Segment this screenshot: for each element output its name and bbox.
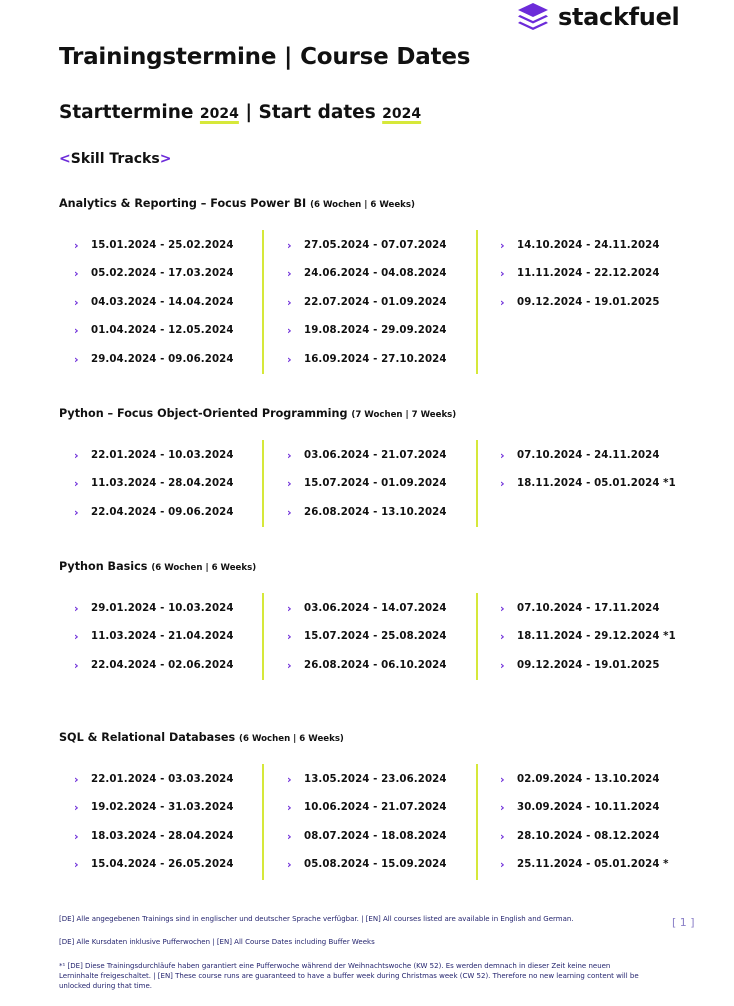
section-name: Analytics & Reporting – Focus Power BI (59, 197, 311, 210)
section-duration: (6 Wochen | 6 Weeks) (151, 563, 257, 573)
date-item (287, 601, 447, 615)
column-divider (262, 764, 264, 880)
date-range: 10.06.2024 - 21.07.2024 (304, 802, 447, 814)
footnote-buffer-weeks: [DE] Alle Kursdaten inklusive Pufferwochen | [EN] All Course Dates including Buffer Weeks (59, 938, 375, 946)
chevron-right-icon: › (287, 630, 292, 644)
date-range: 13.05.2024 - 23.06.2024 (304, 773, 447, 785)
date-range: 22.04.2024 - 02.06.2024 (91, 659, 234, 671)
chevron-right-icon: › (287, 658, 292, 672)
date-range: 22.01.2024 - 10.03.2024 (91, 449, 234, 461)
date-range: 27.05.2024 - 07.07.2024 (304, 239, 447, 251)
date-range: 18.03.2024 - 28.04.2024 (91, 830, 234, 842)
date-item (500, 658, 660, 672)
subtitle-year2: 2024 (382, 106, 422, 122)
date-range: 07.10.2024 - 17.11.2024 (517, 602, 660, 614)
date-item (500, 829, 660, 843)
date-range: 19.02.2024 - 31.03.2024 (91, 802, 234, 814)
date-item (500, 630, 676, 644)
date-item (74, 630, 234, 644)
chevron-right-icon: › (74, 505, 79, 519)
date-item (287, 801, 447, 815)
tracks-close-bracket: > (159, 151, 172, 167)
section-name: Python Basics (59, 560, 152, 573)
date-range: 08.07.2024 - 18.08.2024 (304, 830, 447, 842)
chevron-right-icon: › (74, 772, 79, 786)
chevron-right-icon: › (287, 352, 292, 366)
date-range: 22.04.2024 - 09.06.2024 (91, 506, 234, 518)
date-item (287, 448, 447, 462)
column-divider (476, 230, 478, 374)
date-range: 11.03.2024 - 28.04.2024 (91, 478, 234, 490)
date-item (74, 601, 234, 615)
column-divider (476, 593, 478, 680)
date-range: 18.11.2024 - 29.12.2024 *1 (517, 631, 676, 643)
date-item (74, 858, 234, 872)
date-item (287, 324, 447, 338)
date-range: 19.08.2024 - 29.09.2024 (304, 325, 447, 337)
section-duration: (7 Wochen | 7 Weeks) (351, 410, 457, 420)
column-divider (262, 593, 264, 680)
date-range: 05.08.2024 - 15.09.2024 (304, 859, 447, 871)
column-divider (476, 764, 478, 880)
date-item (74, 477, 234, 491)
date-item (287, 829, 447, 843)
date-range: 03.06.2024 - 14.07.2024 (304, 602, 447, 614)
footnote-christmas (59, 961, 639, 991)
date-item (500, 238, 660, 252)
date-item (74, 324, 234, 338)
date-range: 05.02.2024 - 17.03.2024 (91, 268, 234, 280)
chevron-right-icon: › (74, 324, 79, 338)
date-range: 24.06.2024 - 04.08.2024 (304, 268, 447, 280)
section-name: Python – Focus Object-Oriented Programming (59, 407, 352, 420)
skill-tracks-heading (59, 151, 171, 167)
date-item (287, 477, 447, 491)
chevron-right-icon: › (74, 448, 79, 462)
chevron-right-icon: › (500, 658, 505, 672)
chevron-right-icon: › (74, 477, 79, 491)
date-range: 16.09.2024 - 27.10.2024 (304, 353, 447, 365)
section-duration: (6 Wochen | 6 Weeks) (239, 734, 344, 744)
chevron-right-icon: › (500, 477, 505, 491)
brand-logo (516, 2, 679, 32)
brand-name: stackfuel (558, 3, 680, 31)
layers-icon (516, 2, 550, 32)
date-range: 29.04.2024 - 09.06.2024 (91, 353, 234, 365)
chevron-right-icon: › (287, 858, 292, 872)
section-heading (59, 560, 256, 573)
date-item (74, 295, 234, 309)
chevron-right-icon: › (74, 829, 79, 843)
date-item (287, 352, 447, 366)
chevron-right-icon: › (287, 829, 292, 843)
date-range: 26.08.2024 - 13.10.2024 (304, 506, 447, 518)
date-range: 07.10.2024 - 24.11.2024 (517, 449, 660, 461)
section-heading (59, 197, 415, 210)
date-range: 11.03.2024 - 21.04.2024 (91, 631, 234, 643)
subtitle-part2: Start dates (258, 102, 383, 123)
date-range: 25.11.2024 - 05.01.2024 * (517, 859, 669, 871)
date-item (500, 448, 660, 462)
date-range: 01.04.2024 - 12.05.2024 (91, 325, 234, 337)
column-divider (262, 230, 264, 374)
chevron-right-icon: › (500, 630, 505, 644)
page-title: Trainingstermine | Course Dates (59, 44, 471, 70)
date-range: 18.11.2024 - 05.01.2024 *1 (517, 478, 676, 490)
date-range: 14.10.2024 - 24.11.2024 (517, 239, 660, 251)
chevron-right-icon: › (287, 505, 292, 519)
chevron-right-icon: › (287, 801, 292, 815)
chevron-right-icon: › (287, 448, 292, 462)
date-item (74, 238, 234, 252)
page-subtitle (59, 102, 421, 123)
chevron-right-icon: › (74, 630, 79, 644)
chevron-right-icon: › (500, 295, 505, 309)
footnote-christmas-line3: unlocked during that time. (59, 982, 153, 990)
date-range: 11.11.2024 - 22.12.2024 (517, 268, 660, 280)
subtitle-part1: Starttermine (59, 102, 200, 123)
chevron-right-icon: › (74, 295, 79, 309)
date-item (74, 352, 234, 366)
date-item (500, 295, 660, 309)
chevron-right-icon: › (500, 601, 505, 615)
subtitle-year1: 2024 (199, 106, 239, 122)
tracks-label: Skill Tracks (70, 151, 160, 167)
chevron-right-icon: › (287, 477, 292, 491)
chevron-right-icon: › (287, 324, 292, 338)
date-item (74, 658, 234, 672)
date-item (287, 658, 447, 672)
date-item (287, 858, 447, 872)
date-range: 22.07.2024 - 01.09.2024 (304, 296, 447, 308)
date-range: 15.07.2024 - 01.09.2024 (304, 478, 447, 490)
tracks-open-bracket: < (59, 151, 71, 167)
chevron-right-icon: › (287, 772, 292, 786)
chevron-right-icon: › (500, 801, 505, 815)
date-range: 15.07.2024 - 25.08.2024 (304, 631, 447, 643)
date-item (74, 801, 234, 815)
section-heading (59, 731, 344, 744)
date-item (287, 630, 447, 644)
date-item (500, 858, 669, 872)
date-item (287, 267, 447, 281)
footnote-christmas-line2: Lerninhalte freigeschaltet. | [EN] These course runs are guaranteed to have a buffer week during Christmas week (CW 52). Therefore no new learning content will be (59, 972, 639, 980)
chevron-right-icon: › (74, 601, 79, 615)
chevron-right-icon: › (500, 238, 505, 252)
chevron-right-icon: › (74, 238, 79, 252)
subtitle-separator: | (238, 102, 259, 123)
date-range: 09.12.2024 - 19.01.2025 (517, 296, 660, 308)
date-item (500, 801, 660, 815)
date-range: 26.08.2024 - 06.10.2024 (304, 659, 447, 671)
section-duration: (6 Wochen | 6 Weeks) (310, 200, 415, 210)
date-item (287, 295, 447, 309)
column-divider (476, 440, 478, 527)
chevron-right-icon: › (74, 352, 79, 366)
section-name: SQL & Relational Databases (59, 731, 240, 744)
footnote-languages: [DE] Alle angegebenen Trainings sind in englischer und deutscher Sprache verfügbar. | [EN] All courses listed are available in English and German. (59, 915, 574, 923)
date-range: 30.09.2024 - 10.11.2024 (517, 802, 660, 814)
chevron-right-icon: › (500, 772, 505, 786)
chevron-right-icon: › (287, 267, 292, 281)
date-range: 03.06.2024 - 21.07.2024 (304, 449, 447, 461)
page-number: [ 1 ] (672, 916, 695, 929)
chevron-right-icon: › (500, 267, 505, 281)
chevron-right-icon: › (500, 858, 505, 872)
date-item (74, 505, 234, 519)
date-item (287, 505, 447, 519)
chevron-right-icon: › (74, 858, 79, 872)
date-item (74, 267, 234, 281)
chevron-right-icon: › (500, 829, 505, 843)
date-range: 29.01.2024 - 10.03.2024 (91, 602, 234, 614)
date-item (500, 267, 660, 281)
chevron-right-icon: › (287, 295, 292, 309)
date-range: 22.01.2024 - 03.03.2024 (91, 773, 234, 785)
date-range: 28.10.2024 - 08.12.2024 (517, 830, 660, 842)
date-item (287, 238, 447, 252)
chevron-right-icon: › (74, 658, 79, 672)
date-item (74, 448, 234, 462)
section-heading (59, 407, 456, 420)
chevron-right-icon: › (287, 238, 292, 252)
date-range: 02.09.2024 - 13.10.2024 (517, 773, 660, 785)
date-range: 09.12.2024 - 19.01.2025 (517, 659, 660, 671)
chevron-right-icon: › (74, 267, 79, 281)
footnote-christmas-line1: *¹ [DE] Diese Trainingsdurchläufe haben garantiert eine Pufferwoche während der Weihnachtswoche (KW 52). Es werden demnach in dieser Zeit keine neuen (59, 962, 611, 970)
date-item (500, 772, 660, 786)
date-item (287, 772, 447, 786)
date-item (74, 772, 234, 786)
chevron-right-icon: › (500, 448, 505, 462)
column-divider (262, 440, 264, 527)
date-range: 15.01.2024 - 25.02.2024 (91, 239, 234, 251)
date-range: 04.03.2024 - 14.04.2024 (91, 296, 234, 308)
date-item (500, 477, 676, 491)
date-item (500, 601, 660, 615)
date-range: 15.04.2024 - 26.05.2024 (91, 859, 234, 871)
chevron-right-icon: › (287, 601, 292, 615)
chevron-right-icon: › (74, 801, 79, 815)
date-item (74, 829, 234, 843)
